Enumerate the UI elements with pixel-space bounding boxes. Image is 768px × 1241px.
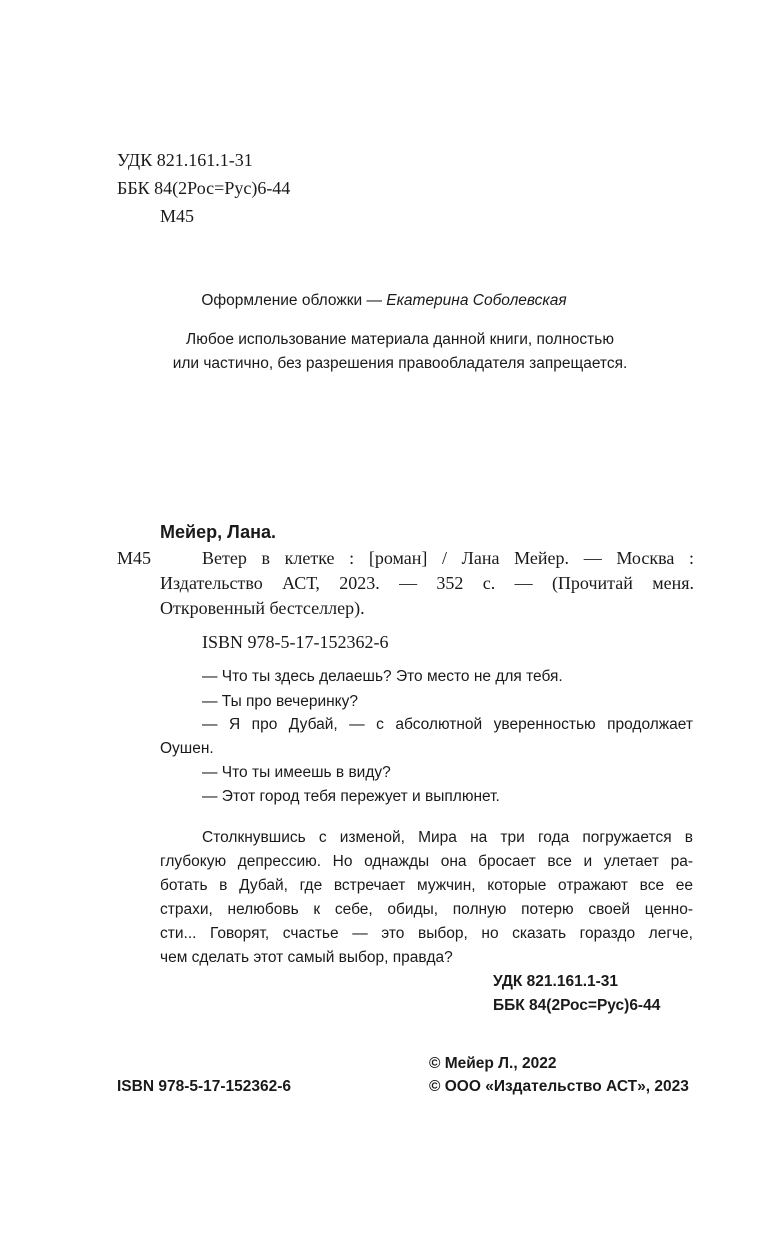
- footer-isbn: ISBN 978-5-17-152362-6: [117, 1078, 292, 1095]
- record-author: Мейер, Лана.: [160, 522, 277, 542]
- footer-copyright-author: © Мейер Л., 2022: [429, 1055, 557, 1072]
- record-isbn: ISBN 978-5-17-152362-6: [202, 632, 389, 652]
- cover-credit: [0, 292, 768, 310]
- footer-copyright-publisher: © ООО «Издательство АСТ», 2023: [429, 1078, 689, 1095]
- cover-credit-name: Екатерина Соболевская: [386, 292, 567, 309]
- annotation-line-3: ботать в Дубай, где встречает мужчин, которые отражают все ее: [160, 877, 693, 894]
- annotation-line-4: страхи, нелюбовь к себе, обиды, полную потерю своей ценно-: [160, 901, 693, 918]
- cover-credit-label: Оформление обложки —: [201, 292, 387, 309]
- dialogue-line-5: — Что ты имеешь в виду?: [202, 764, 391, 781]
- dialogue-line-1: — Что ты здесь делаешь? Это место не для тебя.: [202, 668, 563, 685]
- dialogue-line-3: — Я про Дубай, — с абсолютной уверенностью продолжает: [202, 716, 693, 733]
- dialogue-line-2: — Ты про вечеринку?: [202, 693, 359, 710]
- annotation-line-6: чем сделать этот самый выбор, правда?: [160, 949, 453, 966]
- header-bbk: ББК 84(2Рос=Рус)6-44: [117, 178, 291, 198]
- record-line-3: Откровенный бестселлер).: [160, 598, 365, 618]
- annotation-line-1: Столкнувшись с изменой, Мира на три года погружается в: [202, 829, 693, 846]
- header-udk: УДК 821.161.1-31: [117, 150, 253, 170]
- header-code: М45: [160, 206, 195, 226]
- footer-bbk: ББК 84(2Рос=Рус)6-44: [493, 997, 661, 1014]
- record-line-1: Ветер в клетке : [роман] / Лана Мейер. — Москва :: [202, 548, 694, 568]
- record-code: М45: [117, 548, 152, 568]
- dialogue-line-4: Оушен.: [160, 740, 214, 757]
- footer-udk: УДК 821.161.1-31: [493, 973, 619, 990]
- annotation-line-2: глубокую депрессию. Но однажды она бросает все и улетает ра-: [160, 853, 693, 870]
- rights-notice-line-2: или частично, без разрешения правообладателя запрещается.: [172, 355, 628, 372]
- dialogue-line-6: — Этот город тебя пережует и выплюнет.: [202, 788, 500, 805]
- rights-notice-line-1: Любое использование материала данной книги, полностью: [186, 331, 614, 348]
- record-line-2: Издательство АСТ, 2023. — 352 с. — (Прочитай меня.: [160, 573, 694, 593]
- annotation-line-5: сти... Говорят, счастье — это выбор, но сказать гораздо легче,: [160, 925, 693, 942]
